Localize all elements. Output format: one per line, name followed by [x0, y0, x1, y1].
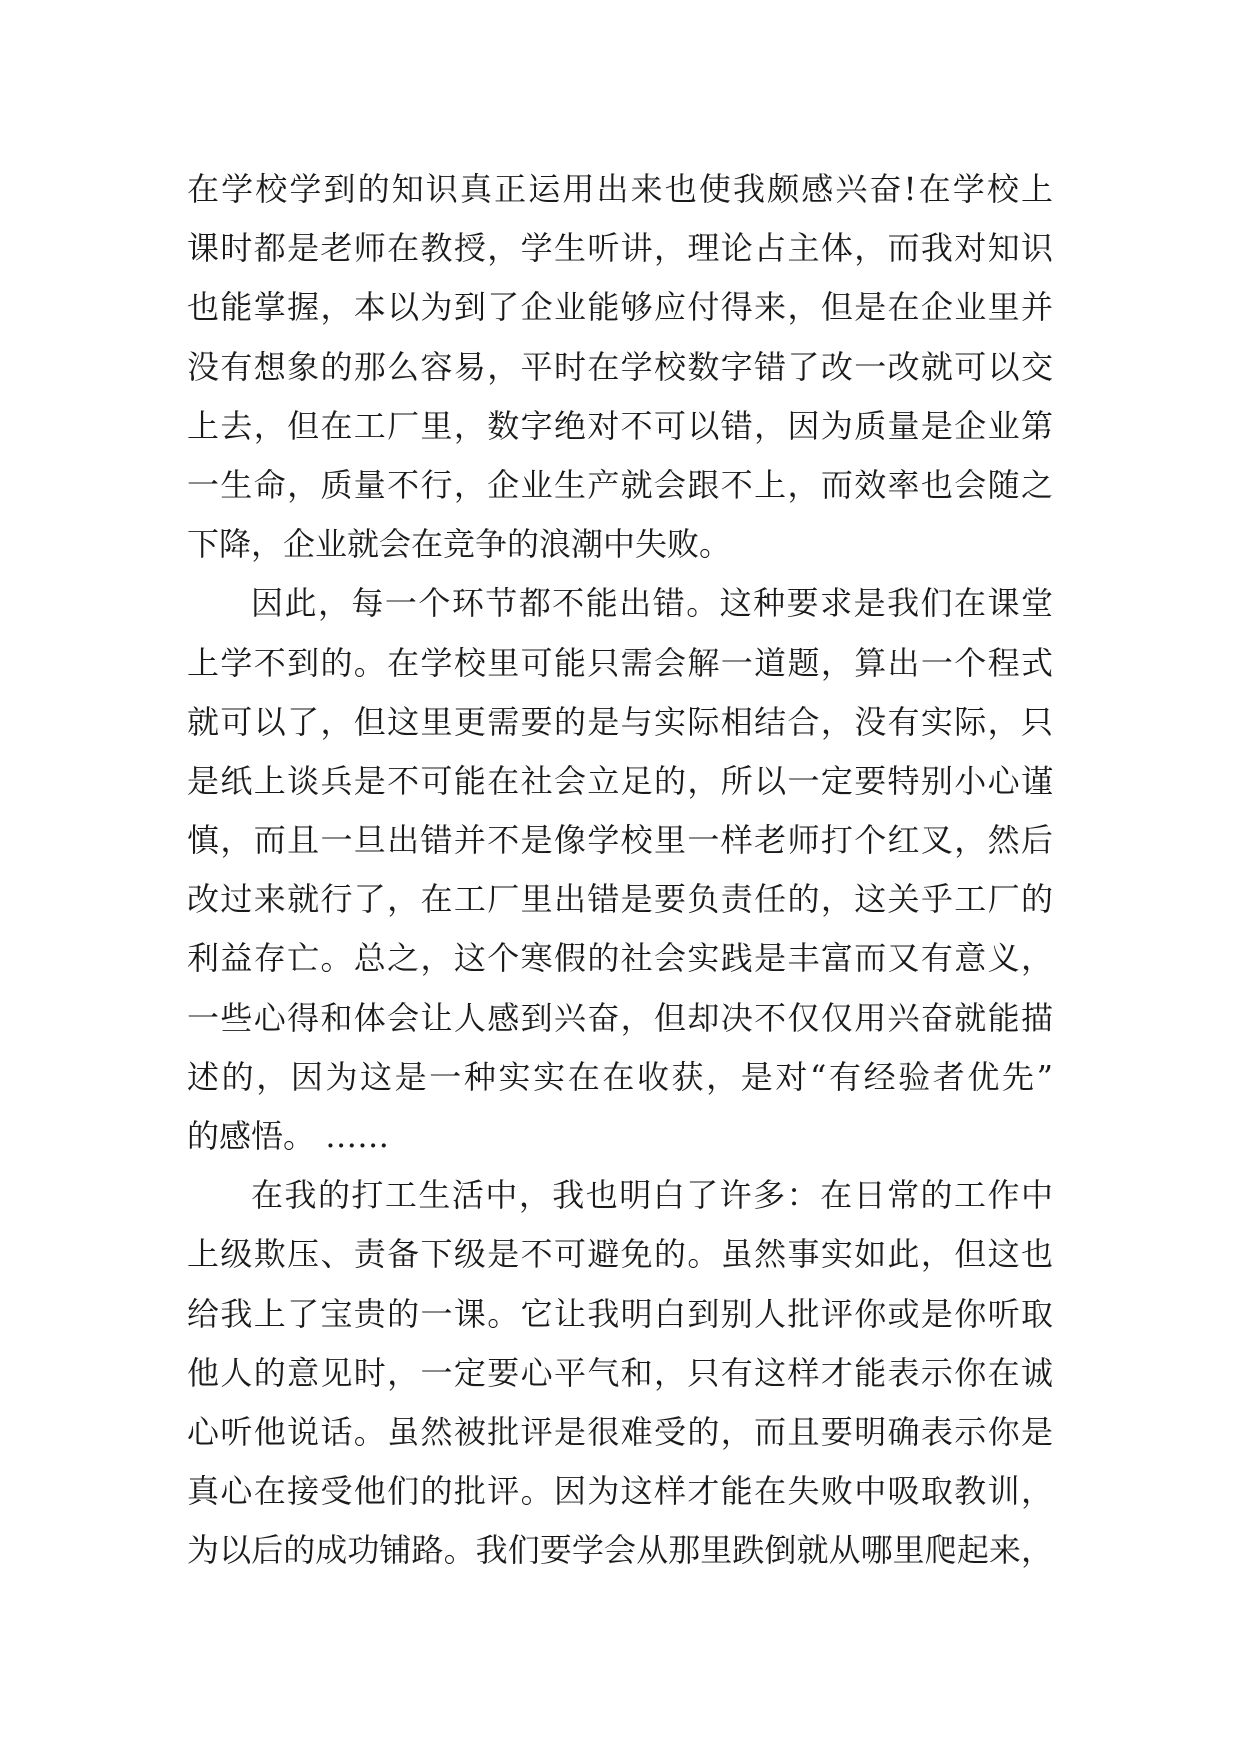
text-line: 给我上了宝贵的一课。它让我明白到别人批评你或是你听取: [187, 1294, 1053, 1333]
text-line: 下降，企业就会在竞争的浪潮中失败。: [187, 525, 732, 564]
text-line: 在学校学到的知识真正运用出来也使我颇感兴奋!在学校上: [187, 170, 1053, 208]
text-line: 真心在接受他们的批评。因为这样才能在失败中吸取教训，: [187, 1472, 1053, 1511]
text-line: 他人的意见时，一定要心平气和，只有这样才能表示你在诚: [187, 1353, 1053, 1392]
text-line: 利益存亡。总之，这个寒假的社会实践是丰富而又有意义，: [187, 939, 1053, 978]
text-line: 因此，每一个环节都不能出错。这种要求是我们在课堂: [251, 584, 1053, 623]
text-line: 上学不到的。在学校里可能只需会解一道题，算出一个程式: [187, 643, 1053, 682]
text-line: 是纸上谈兵是不可能在社会立足的，所以一定要特别小心谨: [187, 761, 1053, 800]
text-line: 就可以了，但这里更需要的是与实际相结合，没有实际，只: [187, 702, 1053, 741]
text-line: 上级欺压、责备下级是不可避免的。虽然事实如此，但这也: [187, 1235, 1053, 1274]
text-line: 上去，但在工厂里，数字绝对不可以错，因为质量是企业第: [187, 406, 1053, 445]
body-text: [187, 160, 1053, 1581]
text-line: 一些心得和体会让人感到兴奋，但却决不仅仅用兴奋就能描: [187, 998, 1053, 1037]
text-line: 改过来就行了，在工厂里出错是要负责任的，这关乎工厂的: [187, 880, 1053, 919]
text-line: 一生命，质量不行，企业生产就会跟不上，而效率也会随之: [187, 465, 1053, 504]
text-line: 心听他说话。虽然被批评是很难受的，而且要明确表示你是: [187, 1412, 1053, 1451]
text-line: 课时都是老师在教授，学生听讲，理论占主体，而我对知识: [187, 229, 1053, 268]
text-line: 在我的打工生活中，我也明白了许多：在日常的工作中: [251, 1176, 1053, 1215]
text-line: 也能掌握，本以为到了企业能够应付得来，但是在企业里并: [187, 288, 1053, 327]
text-line: 没有想象的那么容易，平时在学校数字错了改一改就可以交: [187, 347, 1053, 386]
text-line: 的感悟。 ……: [187, 1117, 390, 1155]
text-line: 述的，因为这是一种实实在在收获，是对“有经验者优先”: [187, 1057, 1053, 1096]
text-line: 为以后的成功铺路。我们要学会从那里跌倒就从哪里爬起来，: [187, 1531, 1053, 1570]
text-line: 慎，而且一旦出错并不是像学校里一样老师打个红叉，然后: [187, 821, 1053, 860]
